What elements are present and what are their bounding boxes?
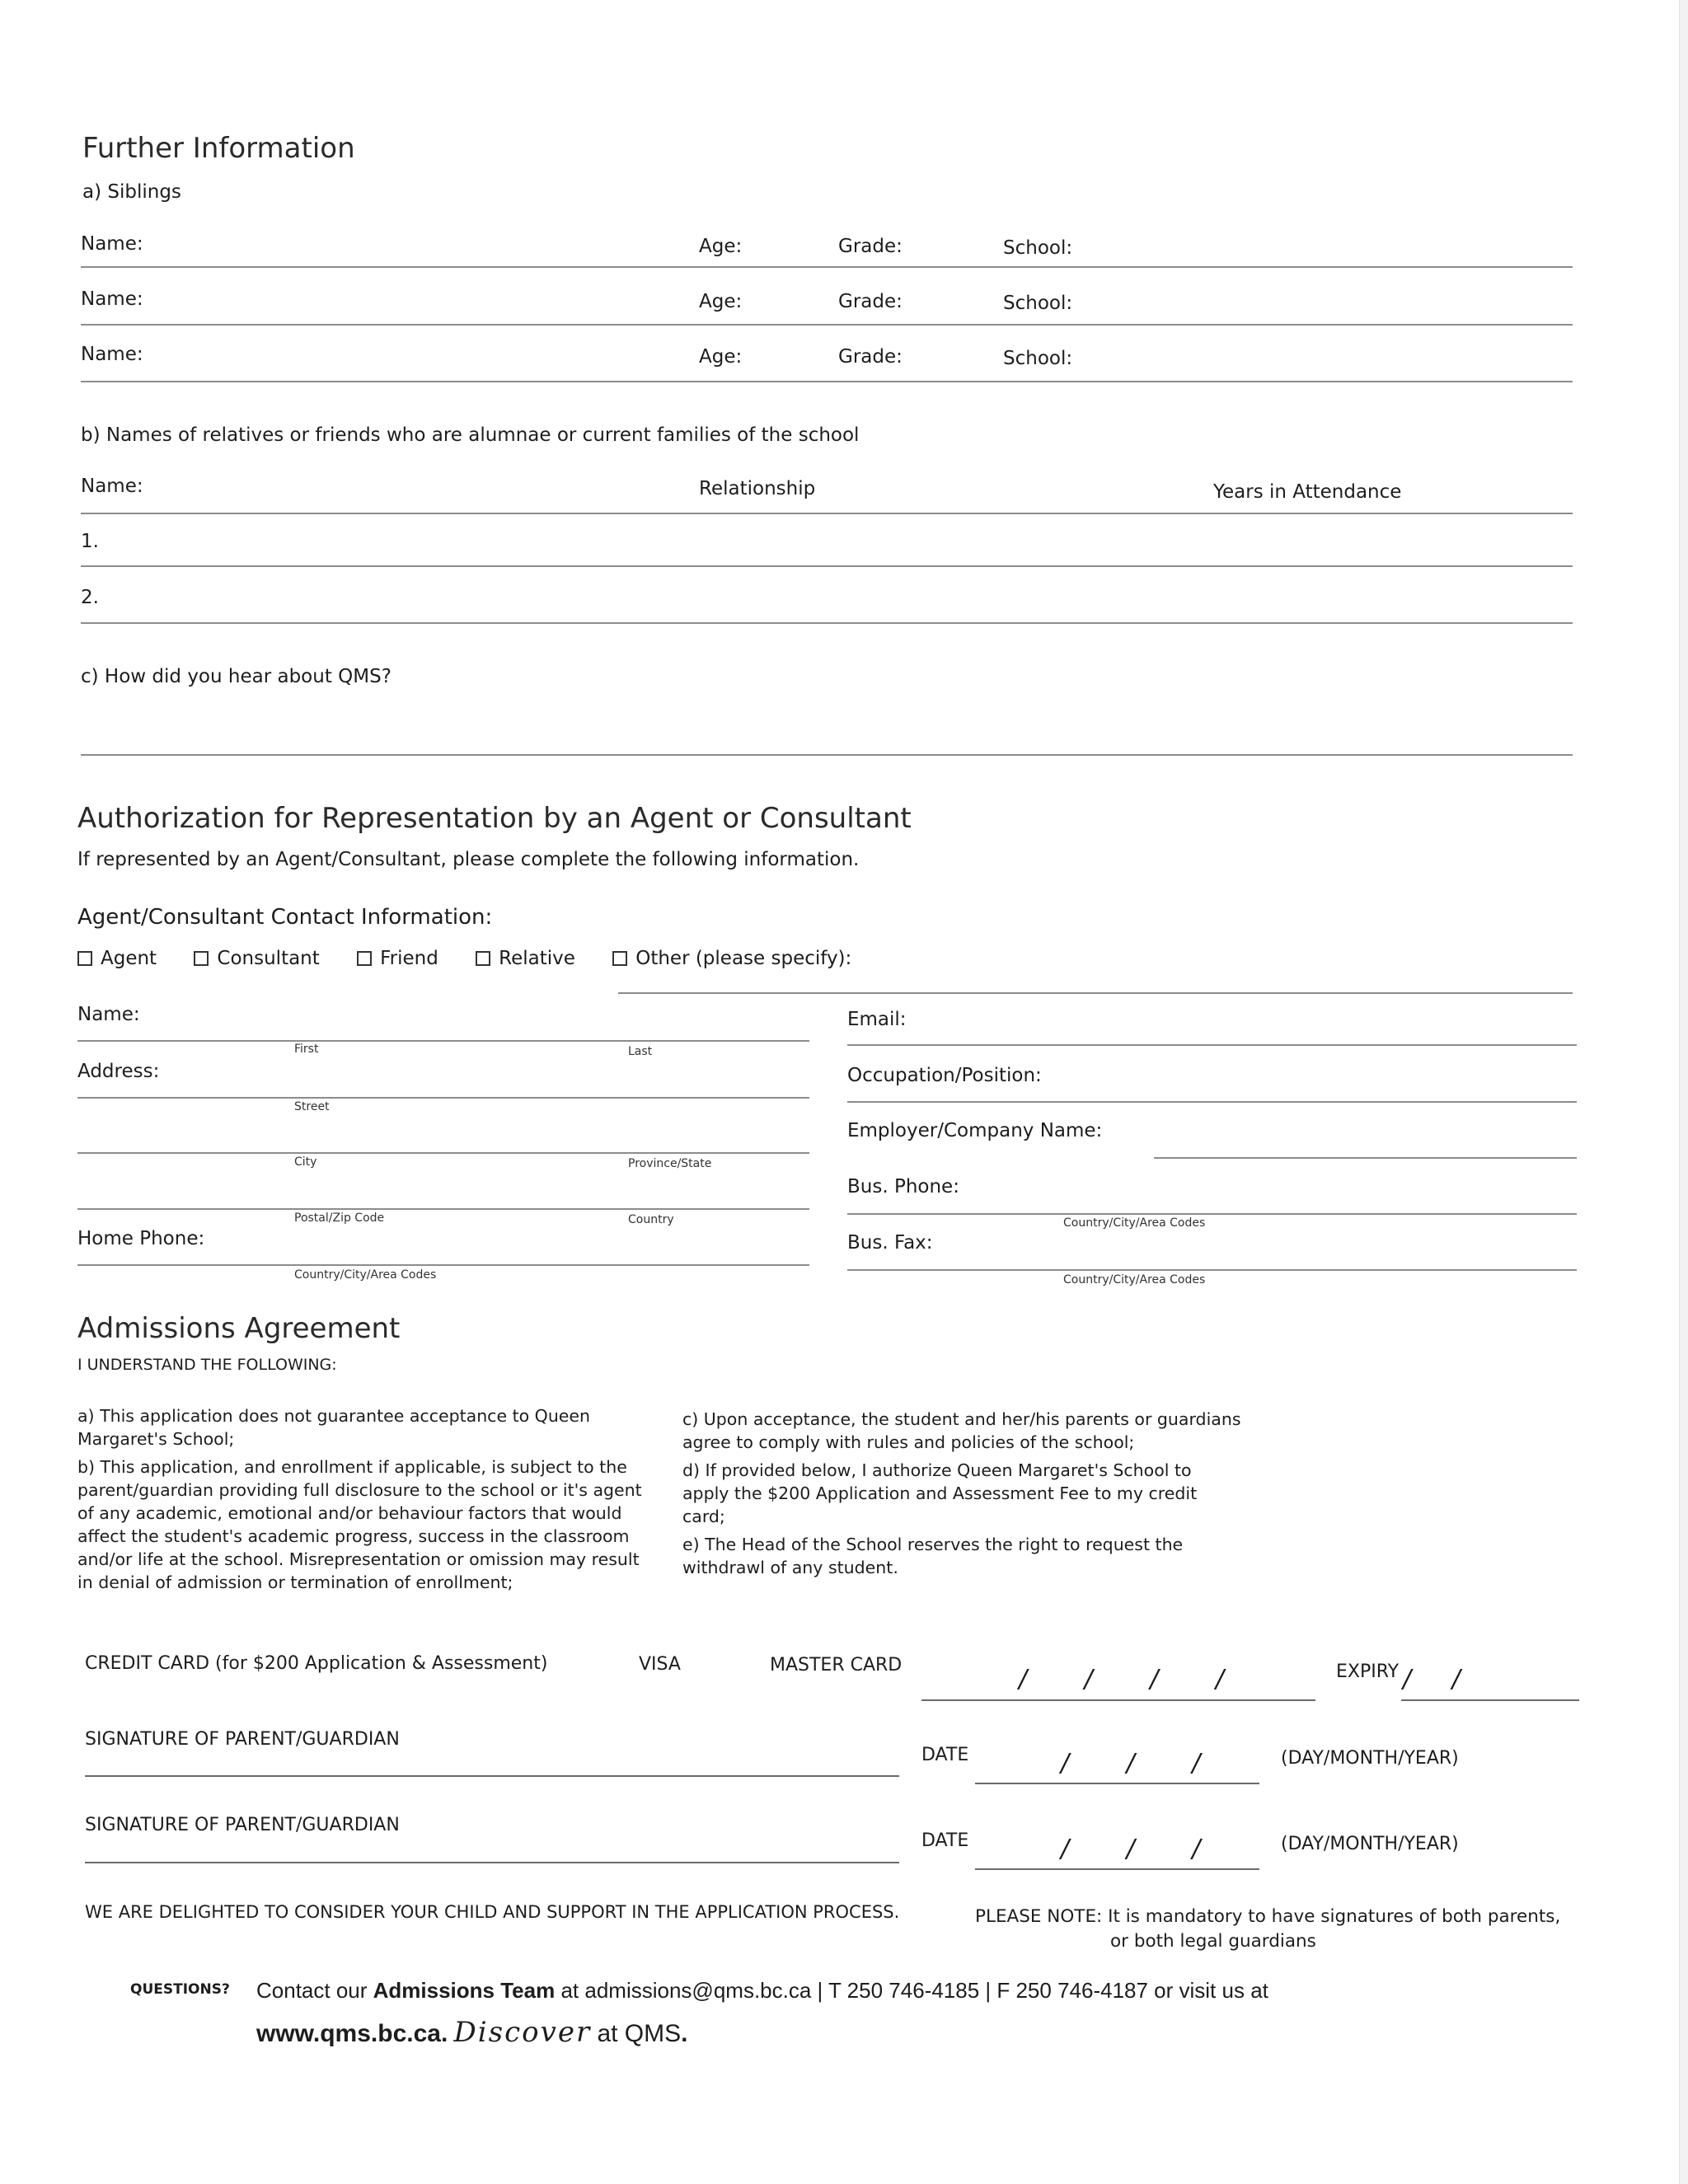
relatives-name-header: Name:	[81, 476, 143, 497]
relative-input-line[interactable]	[81, 565, 1573, 567]
agent-contact-title: Agent/Consultant Contact Information:	[77, 905, 493, 930]
credit-card-label: CREDIT CARD (for $200 Application & Assessment)	[85, 1653, 548, 1674]
agreement-item-c: c) Upon acceptance, the student and her/his parents or guardians agree to comply with rules and policies of the school;	[682, 1409, 1241, 1452]
relatives-label: b) Names of relatives or friends who are alumnae or current families of the school	[81, 424, 860, 446]
date-separators-1: / / /	[1061, 1749, 1201, 1778]
option-label: Agent	[101, 948, 157, 969]
sibling-name-label: Name:	[81, 344, 143, 365]
option-label: Other (please specify):	[635, 948, 852, 969]
expiry-line[interactable]	[1401, 1699, 1579, 1701]
checkbox[interactable]	[77, 951, 92, 966]
street-line[interactable]	[77, 1097, 809, 1099]
contact-line	[256, 1978, 1268, 2004]
visa-option[interactable]: VISA	[639, 1654, 681, 1675]
home-phone-hint: Country/City/Area Codes	[294, 1268, 437, 1282]
delighted-statement: WE ARE DELIGHTED TO CONSIDER YOUR CHILD AND SUPPORT IN THE APPLICATION PROCESS.	[85, 1902, 900, 1922]
sibling-school-label: School:	[1003, 293, 1073, 314]
signature-line-2[interactable]	[85, 1862, 899, 1863]
agent-name-line[interactable]	[77, 1040, 809, 1042]
sibling-input-line[interactable]	[81, 266, 1573, 268]
sibling-age-label: Age:	[699, 346, 743, 368]
siblings-label: a) Siblings	[82, 181, 181, 203]
last-hint: Last	[628, 1045, 653, 1058]
bus-phone-label: Bus. Phone:	[847, 1176, 959, 1197]
occupation-label: Occupation/Position:	[847, 1065, 1042, 1086]
relative-row-number: 1.	[81, 531, 99, 552]
admissions-team: Admissions Team	[373, 1978, 556, 2003]
agreement-item-d: d) If provided below, I authorize Queen Margaret's School to apply the $200 Application and Assessment Fee to my credit card;	[682, 1460, 1198, 1526]
checkbox[interactable]	[476, 951, 490, 966]
sibling-grade-label: Grade:	[838, 236, 903, 257]
date-format-1: (DAY/MONTH/YEAR)	[1281, 1748, 1459, 1769]
city-line[interactable]	[77, 1152, 809, 1154]
email-label: Email:	[847, 1009, 907, 1030]
date-label-1: DATE	[921, 1745, 969, 1765]
sibling-input-line[interactable]	[81, 381, 1573, 382]
sibling-input-line[interactable]	[81, 324, 1573, 326]
sibling-school-label: School:	[1003, 237, 1073, 259]
employer-label: Employer/Company Name:	[847, 1120, 1103, 1141]
option-label: Consultant	[217, 948, 320, 969]
agreement-item-b: b) This application, and enrollment if applicable, is subject to the parent/guardian providing full disclosure to the school or it's agent of any academic, emotional and/or behaviour factors that would affect the student's academic progress, success in the classroom and/or life at the school. Misrepresentation or omission may result in denial of admission or termination of enrollment;	[77, 1457, 642, 1592]
employer-line[interactable]	[1154, 1157, 1577, 1159]
option-relative[interactable]	[476, 948, 575, 969]
country-hint: Country	[628, 1213, 674, 1226]
option-friend[interactable]	[357, 948, 438, 969]
option-label: Relative	[499, 948, 575, 969]
card-number-separators: / / / /	[1019, 1665, 1225, 1694]
relatives-relationship-header: Relationship	[699, 478, 816, 499]
further-information-heading: Further Information	[82, 132, 355, 165]
contact-details[interactable]: at admissions@qms.bc.ca | T 250 746-4185 | F 250 746-4187 or visit us at	[560, 1978, 1268, 2003]
expiry-separators: / /	[1403, 1665, 1461, 1694]
agreement-item-a: a) This application does not guarantee acceptance to Queen Margaret's School;	[77, 1406, 591, 1449]
option-other[interactable]	[612, 948, 851, 969]
bus-phone-line[interactable]	[847, 1213, 1577, 1215]
discover-wordmark: Discover	[453, 2016, 592, 2049]
date-separators-2: / / /	[1061, 1835, 1201, 1863]
email-line[interactable]	[847, 1044, 1577, 1046]
agreement-item-e: e) The Head of the School reserves the right to request the withdrawl of any student.	[682, 1535, 1184, 1577]
checkbox[interactable]	[357, 951, 372, 966]
agreement-heading: Admissions Agreement	[77, 1312, 401, 1345]
hear-about-input-line[interactable]	[81, 754, 1573, 756]
signature-label-2: SIGNATURE OF PARENT/GUARDIAN	[85, 1815, 400, 1835]
province-hint: Province/State	[628, 1157, 712, 1170]
first-hint: First	[294, 1043, 319, 1056]
sibling-school-label: School:	[1003, 348, 1073, 369]
option-agent[interactable]	[77, 948, 157, 969]
date-label-2: DATE	[921, 1830, 969, 1851]
date-line-2[interactable]	[975, 1868, 1259, 1870]
signature-label-1: SIGNATURE OF PARENT/GUARDIAN	[85, 1729, 400, 1750]
postal-line[interactable]	[77, 1208, 809, 1210]
sibling-name-label: Name:	[81, 233, 143, 255]
website-line	[256, 2016, 688, 2049]
relative-row-number: 2.	[81, 587, 99, 608]
checkbox[interactable]	[194, 951, 209, 966]
agent-intro: If represented by an Agent/Consultant, please complete the following information.	[77, 849, 860, 870]
agent-address-label: Address:	[77, 1061, 160, 1082]
agent-heading: Authorization for Representation by an Agent or Consultant	[77, 802, 912, 835]
please-note-line-1: PLEASE NOTE: It is mandatory to have signatures of both parents,	[975, 1906, 1561, 1927]
option-consultant[interactable]	[194, 948, 319, 969]
agent-name-label: Name:	[77, 1004, 140, 1025]
agreement-right-column	[682, 1408, 1243, 1584]
option-label: Friend	[380, 948, 438, 969]
mastercard-option[interactable]: MASTER CARD	[770, 1655, 903, 1675]
sibling-age-label: Age:	[699, 291, 743, 312]
other-specify-line[interactable]	[618, 992, 1573, 994]
relative-input-line[interactable]	[81, 622, 1573, 624]
sibling-grade-label: Grade:	[838, 346, 903, 368]
relatives-years-header: Years in Attendance	[1213, 481, 1402, 503]
scan-edge	[1679, 0, 1688, 2184]
bus-fax-hint: Country/City/Area Codes	[1063, 1273, 1206, 1286]
contact-pre: Contact our	[256, 1978, 368, 2003]
checkbox[interactable]	[612, 951, 627, 966]
street-hint: Street	[294, 1100, 330, 1113]
relatives-header-line	[81, 513, 1573, 514]
sibling-age-label: Age:	[699, 236, 743, 257]
sibling-name-label: Name:	[81, 288, 143, 310]
postal-hint: Postal/Zip Code	[294, 1212, 385, 1225]
understand-label: I UNDERSTAND THE FOLLOWING:	[77, 1356, 337, 1374]
website-link[interactable]: www.qms.bc.ca.	[256, 2020, 448, 2047]
home-phone-label: Home Phone:	[77, 1228, 205, 1249]
bus-phone-hint: Country/City/Area Codes	[1063, 1216, 1206, 1230]
city-hint: City	[294, 1155, 317, 1169]
questions-label: QUESTIONS?	[130, 1981, 230, 1998]
agreement-left-column	[77, 1404, 654, 1599]
expiry-label: EXPIRY	[1336, 1661, 1400, 1682]
signature-line-1[interactable]	[85, 1775, 899, 1777]
hear-about-label: c) How did you hear about QMS?	[81, 666, 392, 687]
bus-fax-label: Bus. Fax:	[847, 1232, 933, 1254]
please-note-line-2: or both legal guardians	[1110, 1931, 1316, 1952]
date-format-2: (DAY/MONTH/YEAR)	[1281, 1834, 1459, 1854]
at-qms: at QMS	[597, 2020, 682, 2047]
sibling-grade-label: Grade:	[838, 291, 903, 312]
date-line-1[interactable]	[975, 1783, 1259, 1784]
relationship-options	[77, 948, 883, 969]
bus-fax-line[interactable]	[847, 1269, 1577, 1271]
occupation-line[interactable]	[847, 1101, 1577, 1103]
card-number-line[interactable]	[921, 1699, 1315, 1701]
period: .	[681, 2020, 688, 2047]
home-phone-line[interactable]	[77, 1264, 809, 1266]
